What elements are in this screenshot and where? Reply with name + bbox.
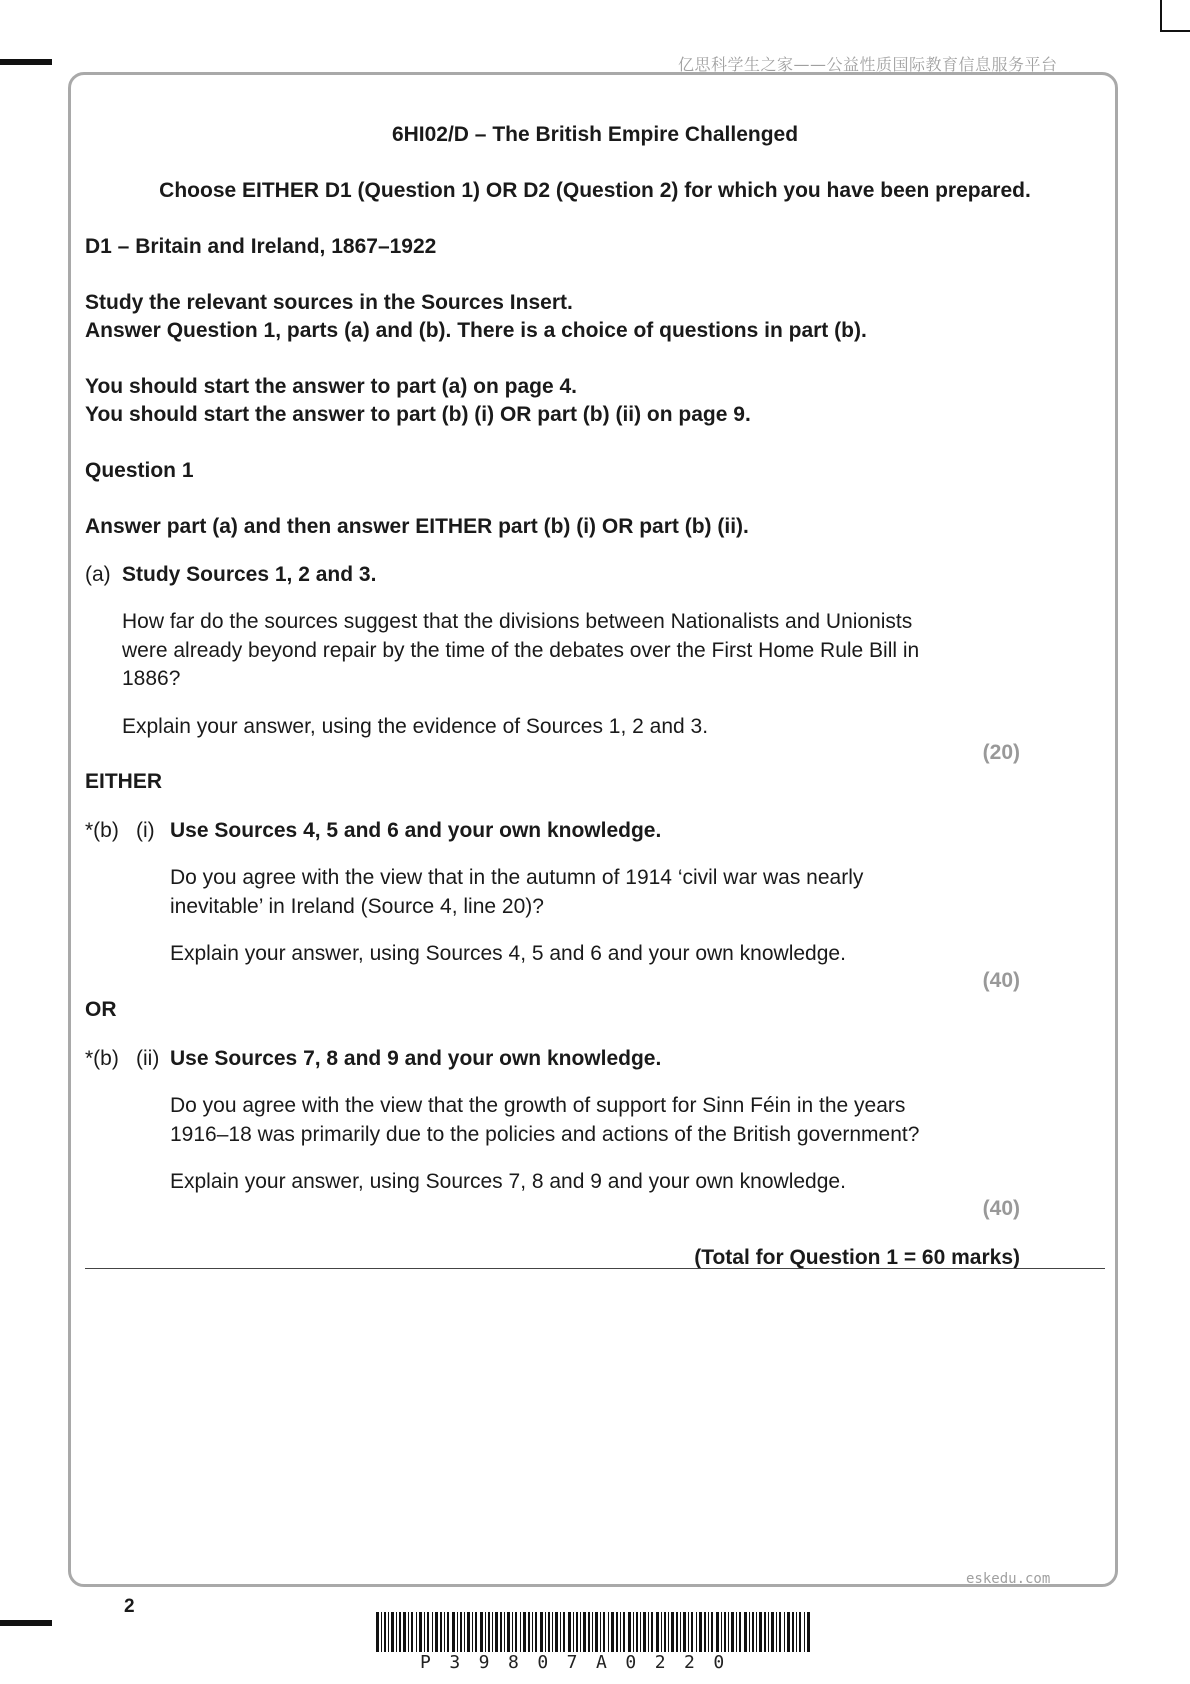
part-b1-explain: Explain your answer, using Sources 4, 5 and 6 and your own knowledge. <box>170 942 846 965</box>
part-b2-marks: (40) <box>982 1197 1020 1220</box>
instruction-start-a: You should start the answer to part (a) on page 4. <box>85 375 578 398</box>
part-a-explain: Explain your answer, using the evidence of Sources 1, 2 and 3. <box>122 715 709 738</box>
instruction-study: Study the relevant sources in the Sources Insert. <box>85 291 573 314</box>
part-a-line: 1886? <box>122 667 181 690</box>
either-label: EITHER <box>85 770 163 793</box>
watermark-top: 亿思科学生之家——公益性质国际教育信息服务平台 <box>678 55 1058 74</box>
part-b1-line: inevitable’ in Ireland (Source 4, line 20)? <box>170 894 544 918</box>
paper-title: 6HI02/D – The British Empire Challenged <box>391 123 799 146</box>
registration-mark-bottom <box>0 1620 52 1626</box>
part-a-label: (a) <box>85 563 111 586</box>
part-b1-sublabel: (i) <box>136 819 155 842</box>
or-label: OR <box>85 998 117 1021</box>
barcode-number: P39807A0220 <box>420 1652 743 1673</box>
watermark-bottom: eskedu.com <box>966 1571 1051 1587</box>
page-number: 2 <box>124 1596 135 1617</box>
part-a-question <box>122 608 919 694</box>
part-b1-label: *(b) <box>85 819 119 842</box>
part-b1-heading: Use Sources 4, 5 and 6 and your own knowledge. <box>170 819 662 842</box>
instruction-answer: Answer Question 1, parts (a) and (b). There is a choice of questions in part (b). <box>85 319 867 342</box>
question-label: Question 1 <box>85 459 194 482</box>
crop-mark <box>1160 0 1190 32</box>
part-a-line: How far do the sources suggest that the divisions between Nationalists and Unionists <box>122 610 913 633</box>
instruction-start-b: You should start the answer to part (b) (i) OR part (b) (ii) on page 9. <box>85 403 751 426</box>
part-b2-line: 1916–18 was primarily due to the policies and actions of the British government? <box>170 1122 920 1146</box>
total-rule <box>85 1268 1105 1269</box>
part-b2-heading: Use Sources 7, 8 and 9 and your own knowledge. <box>170 1047 662 1070</box>
part-b2-explain: Explain your answer, using Sources 7, 8 and 9 and your own knowledge. <box>170 1170 846 1193</box>
part-a-line: were already beyond repair by the time of the debates over the First Home Rule Bill in <box>122 638 920 662</box>
part-b2-question <box>170 1092 919 1149</box>
question-instruction: Answer part (a) and then answer EITHER part (b) (i) OR part (b) (ii). <box>85 515 749 538</box>
registration-mark-top <box>0 59 52 65</box>
part-b2-label: *(b) <box>85 1047 119 1070</box>
section-heading: D1 – Britain and Ireland, 1867–1922 <box>85 235 437 258</box>
part-b2-sublabel: (ii) <box>136 1047 160 1070</box>
question-total: (Total for Question 1 = 60 marks) <box>694 1246 1020 1269</box>
part-b1-marks: (40) <box>982 969 1020 992</box>
part-a-heading: Study Sources 1, 2 and 3. <box>122 563 377 586</box>
part-b1-question <box>170 864 863 921</box>
part-a-marks: (20) <box>982 741 1020 764</box>
choose-instruction: Choose EITHER D1 (Question 1) OR D2 (Question 2) for which you have been prepared. <box>159 179 1031 202</box>
part-b1-line: Do you agree with the view that in the autumn of 1914 ‘civil war was nearly <box>170 866 864 889</box>
part-b2-line: Do you agree with the view that the growth of support for Sinn Féin in the years <box>170 1094 906 1117</box>
barcode <box>376 1612 810 1652</box>
